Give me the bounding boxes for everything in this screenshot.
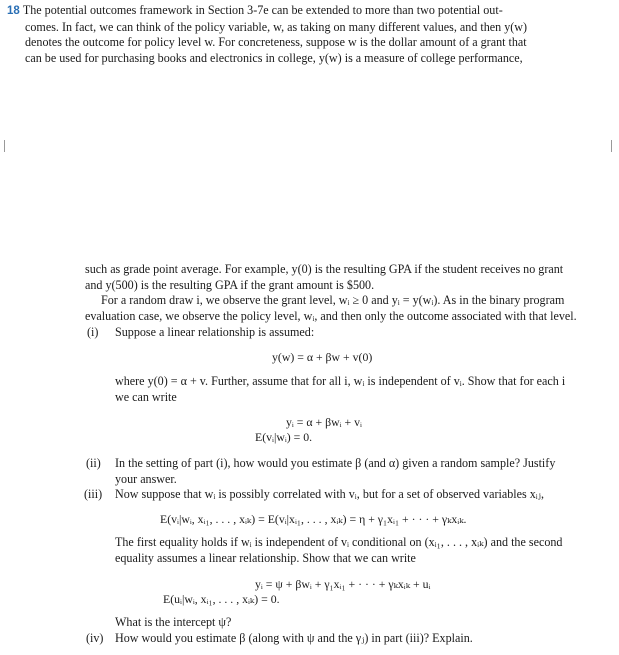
part-ii-body: [115, 456, 615, 487]
part-iv-label: (iv): [86, 631, 104, 645]
part-iii-body: [115, 535, 615, 566]
problem-continuation: [85, 262, 615, 324]
part-i-equation-3: E(vᵢ|wᵢ) = 0.: [255, 430, 313, 444]
part-iii-line-1: Now suppose that wᵢ is possibly correlated with vᵢ, but for a set of observed variables xᵢⱼ,: [115, 487, 544, 501]
problem-number: 18: [7, 5, 20, 17]
part-iii-equation-2: yᵢ = ψ + βwᵢ + γ₁xᵢ₁ + · · · + γₖxᵢₖ + uᵢ: [255, 577, 431, 591]
part-i-body-line-1: where y(0) = α + v. Further, assume that for all i, wᵢ is independent of vᵢ. Show that for each i: [115, 374, 566, 388]
part-i-text: Suppose a linear relationship is assumed:: [115, 325, 315, 339]
part-ii-label: (ii): [86, 456, 101, 470]
intro-line-4: can be used for purchasing books and electronics in college, y(w) is a measure of college performance,: [25, 50, 523, 65]
cont-line-2: and y(500) is the resulting GPA if the grant amount is $500.: [85, 277, 375, 292]
para2-line-1: For a random draw i, we observe the grant level, wᵢ ≥ 0 and yᵢ = y(wᵢ). As in the binary program: [101, 293, 565, 308]
intro-line-1: The potential outcomes framework in Section 3-7e can be extended to more than two potential out-: [22, 3, 503, 17]
part-iii-equation-1: E(vᵢ|wᵢ, xᵢ₁, . . . , xᵢₖ) = E(vᵢ|xᵢ₁, . . . , xᵢₖ) = η + γ₁xᵢ₁ + · · · + γₖxᵢₖ.: [160, 512, 467, 526]
intro-line-2: comes. In fact, we can think of the policy variable, w, as taking on many different values, and then y(w): [25, 19, 528, 34]
part-iii-equation-3: E(uᵢ|wᵢ, xᵢ₁, . . . , xᵢₖ) = 0.: [163, 592, 280, 606]
intro-line-3: denotes the outcome for policy level w. For concreteness, suppose w is the dollar amount of a grant that: [25, 35, 527, 50]
right-margin-mark: [611, 140, 612, 152]
cont-line-1: such as grade point average. For example, y(0) is the resulting GPA if the student receives no grant: [85, 262, 564, 276]
part-i-label: (i): [87, 325, 99, 339]
part-iii-body-line-1: The first equality holds if wᵢ is independent of vᵢ conditional on (xᵢ₁, . . . , xᵢₖ) and the second: [115, 535, 563, 549]
left-margin-mark: [4, 140, 5, 152]
part-iii-body-line-2: equality assumes a linear relationship. Show that we can write: [115, 550, 416, 565]
part-ii-line-1: In the setting of part (i), how would you estimate β (and α) given a random sample? Justify: [115, 456, 556, 470]
problem-intro: [7, 3, 607, 66]
part-i-body: [115, 374, 615, 405]
part-iv-text: How would you estimate β (along with ψ and the γⱼ) in part (iii)? Explain.: [115, 631, 473, 645]
part-ii-line-2: your answer.: [115, 471, 177, 486]
para2-line-2: evaluation case, we observe the policy level, wᵢ, and then only the outcome associated with that level.: [85, 308, 577, 323]
part-iii-label: (iii): [84, 487, 103, 501]
part-iii-question: What is the intercept ψ?: [115, 615, 232, 629]
part-i-equation-1: y(w) = α + βw + v(0): [272, 350, 373, 364]
part-i-body-line-2: we can write: [115, 389, 177, 404]
part-i-equation-2: yᵢ = α + βwᵢ + vᵢ: [286, 415, 362, 429]
